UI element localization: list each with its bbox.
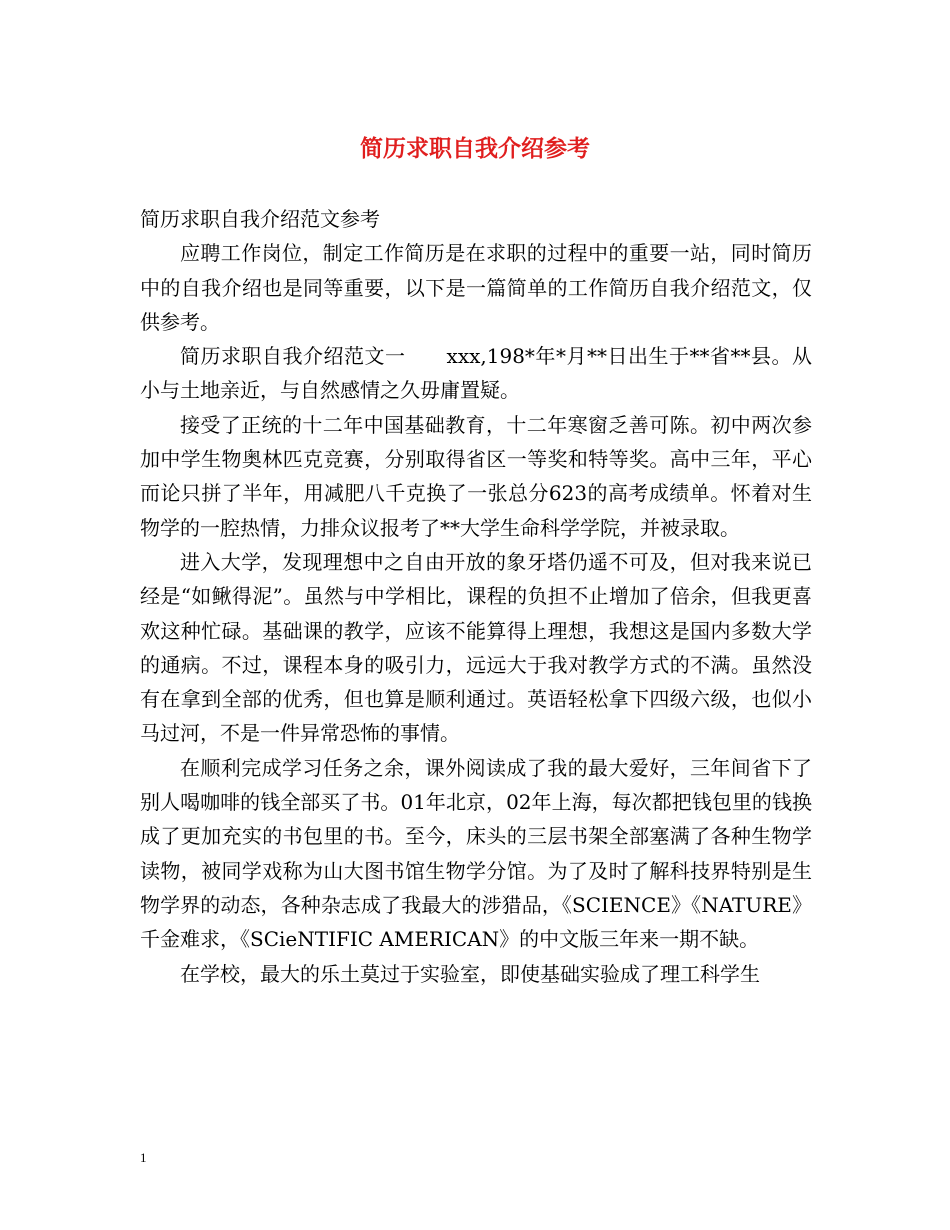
paragraph: 应聘工作岗位，制定工作简历是在求职的过程中的重要一站，同时简历中的自我介绍也是同等重要，以下是一篇简单的工作简历自我介绍范文，仅供参考。 — [140, 241, 812, 334]
paragraph: 简历求职自我介绍范文一 xxx,198*年*月**日出生于**省**县。从小与土地亲近，与自然感情之久毋庸置疑。 — [140, 344, 812, 403]
paragraph: 接受了正统的十二年中国基础教育，十二年寒窗乏善可陈。初中两次参加中学生物奥林匹克竞赛，分别取得省区一等奖和特等奖。高中三年，平心而论只拼了半年，用减肥八千克换了一张总分623的高考成绩单。怀着对生物学的一腔热情，力排众议报考了**大学生命科学学院，并被录取。 — [140, 412, 812, 540]
paragraph: 进入大学，发现理想中之自由开放的象牙塔仍遥不可及，但对我来说已经是“如鳅得泥”。虽然与中学相比，课程的负担不止增加了倍余，但我更喜欢这种忙碌。基础课的教学，应该不能算得上理想，我想这是国内多数大学的通病。不过，课程本身的吸引力，远远大于我对教学方式的不满。虽然没有在拿到全部的优秀，但也算是顺利通过。英语轻松拿下四级六级，也似小马过河，不是一件异常恐怖的事情。 — [140, 549, 812, 746]
section-heading: 简历求职自我介绍范文参考 — [140, 207, 380, 231]
paragraph: 在顺利完成学习任务之余，课外阅读成了我的最大爱好，三年间省下了别人喝咖啡的钱全部买了书。01年北京，02年上海，每次都把钱包里的钱换成了更加充实的书包里的书。至今，床头的三层书架全部塞满了各种生物学读物，被同学戏称为山大图书馆生物学分馆。为了及时了解科技界特别是生物学界的动态，各种杂志成了我最大的涉猎品，《SCIENCE》《NATURE》千金难求，《SCieNTIFIC AMERICAN》的中文版三年来一期不缺。 — [140, 755, 812, 952]
paragraph: 在学校，最大的乐土莫过于实验室，即使基础实验成了理工科学生 — [180, 961, 760, 986]
document-title: 简历求职自我介绍参考 — [360, 135, 590, 162]
document-body — [140, 202, 812, 991]
page-number: 1 — [140, 1150, 147, 1165]
